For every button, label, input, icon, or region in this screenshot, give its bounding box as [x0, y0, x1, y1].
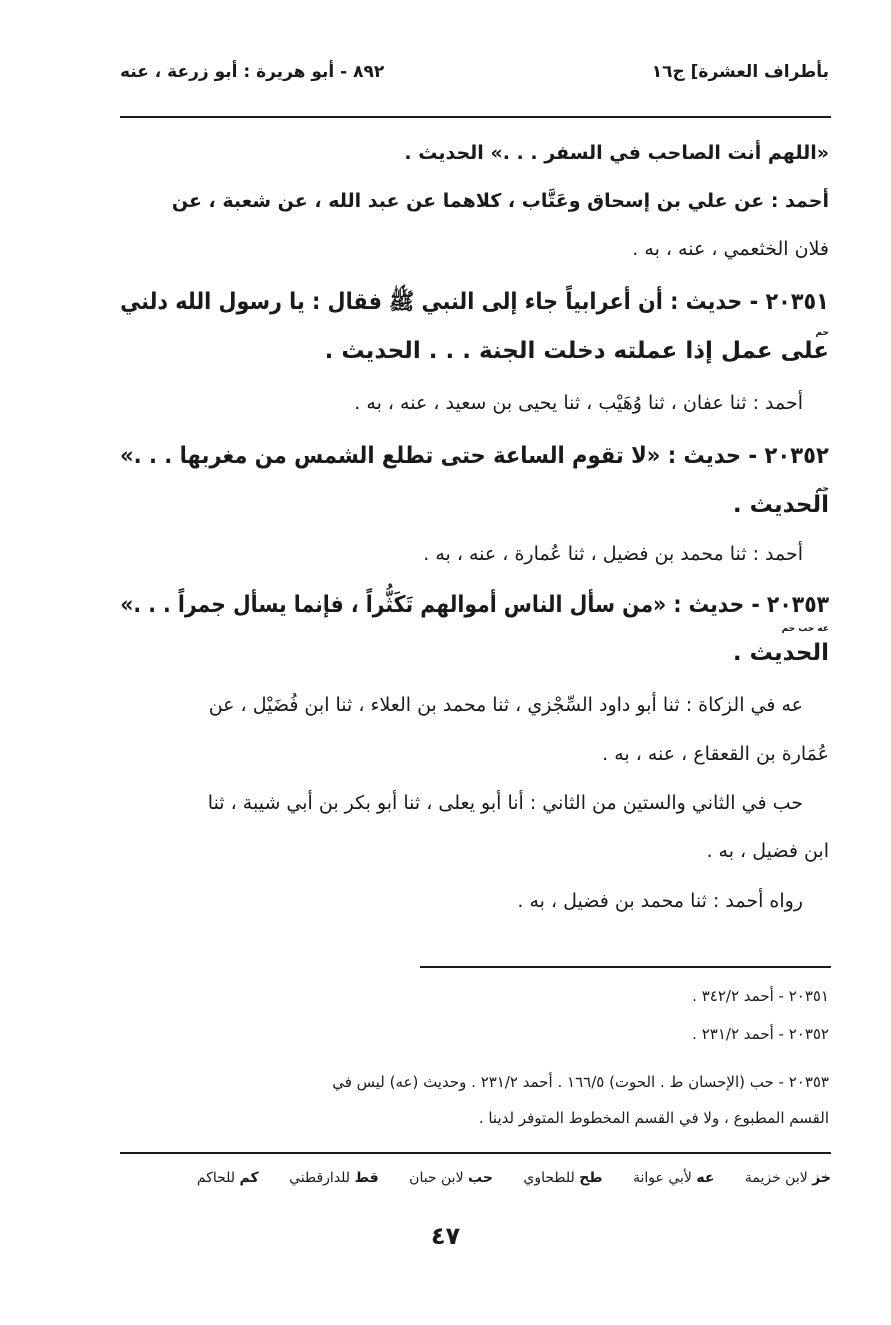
footnote-3-cont: القسم المطبوع ، ولا في القسم المخطوط المتوفر لدينا .: [478, 1109, 829, 1127]
running-header-title: بأطراف العشرة] ج١٦: [651, 62, 829, 82]
source-mark: عه حب حم: [781, 624, 829, 634]
abbreviation-legend: [197, 1170, 831, 1186]
hadith-text: «من سأل الناس أموالهم تَكَثُّراً ، فإنما يسأل جمراً . . .»: [120, 592, 667, 618]
source-mark: حم: [815, 484, 829, 494]
footnote-3: ٢٠٣٥٣ - حب (الإحسان ط . الحوت) ١٦٦/٥ . أحمد ٢٣١/٢ . وحديث (عه) ليس في: [332, 1073, 829, 1091]
hadith-20351-source: أحمد : ثنا عفان ، ثنا وُهَيْب ، ثنا يحيى بن سعيد ، عنه ، به .: [354, 392, 803, 414]
text-line-1: «اللهم أنت الصاحب في السفر . . .» الحديث .: [404, 142, 829, 164]
source-mark: حم: [815, 328, 829, 338]
running-header-section: ٨٩٢ - أبو هريرة : أبو زرعة ، عنه: [120, 62, 385, 82]
hadith-number: ٢٠٣٥١ - حديث :: [670, 289, 829, 315]
header-rule: [120, 116, 831, 118]
source-name: أحمد : عن علي بن إسحاق وعَتَّاب ، كلاهما عن عبد الله ، عن شعبة ، عن: [171, 190, 829, 212]
hadith-20353-source-3: حب في الثاني والستين من الثاني : أنا أبو يعلى ، ثنا أبو بكر بن أبي شيبة ، ثنا: [207, 792, 803, 814]
hadith-20352-cont: الحديث .: [732, 492, 829, 518]
hadith-20353-source-5: رواه أحمد : ثنا محمد بن فضيل ، به .: [517, 890, 803, 912]
hadith-20351-cont: على عمل إذا عملته دخلت الجنة . . . الحديث .: [324, 338, 829, 364]
page-number: ٤٧: [430, 1222, 461, 1250]
text-line-2: [172, 190, 829, 212]
hadith-number: ٢٠٣٥٣ - حديث :: [673, 592, 829, 618]
legend-item: كم للحاكم: [196, 1170, 259, 1186]
text-line-3: فلان الخثعمي ، عنه ، به .: [632, 238, 829, 260]
footnote-1: ٢٠٣٥١ - أحمد ٣٤٢/٢ .: [692, 987, 829, 1005]
hadith-20353-cont: الحديث .: [732, 640, 829, 666]
hadith-20353-source-4: ابن فضيل ، به .: [706, 840, 829, 862]
legend-item: طح للطحاوي: [523, 1170, 603, 1186]
hadith-number: ٢٠٣٥٢ - حديث :: [667, 443, 829, 469]
hadith-20353: [120, 592, 829, 618]
hadith-20352: [120, 443, 829, 469]
legend-item: خز لابن خزيمة: [744, 1170, 831, 1186]
hadith-20353-source-2: عُمَارة بن القعقاع ، عنه ، به .: [602, 743, 829, 765]
hadith-text: «لا تقوم الساعة حتى تطلع الشمس من مغربها . . .»: [120, 443, 661, 469]
legend-item: عه لأبي عوانة: [633, 1170, 715, 1186]
legend-item: حب لابن حبان: [409, 1170, 493, 1186]
footnote-2: ٢٠٣٥٢ - أحمد ٢٣١/٢ .: [692, 1025, 829, 1043]
hadith-20351: [120, 287, 829, 321]
legend-item: قط للدارقطني: [289, 1170, 379, 1186]
hadith-20353-source-1: عه في الزكاة : ثنا أبو داود السِّجْزي ، ثنا محمد بن العلاء ، ثنا ابن فُضَيْل ، عن: [208, 694, 803, 716]
footnote-rule: [420, 966, 831, 968]
hadith-20352-source: أحمد : ثنا محمد بن فضيل ، ثنا عُمارة ، عنه ، به .: [423, 543, 803, 565]
legend-rule: [120, 1152, 831, 1154]
hadith-text: أن أعرابياً جاء إلى النبي ﷺ فقال : يا رسول الله دلني: [120, 289, 663, 315]
